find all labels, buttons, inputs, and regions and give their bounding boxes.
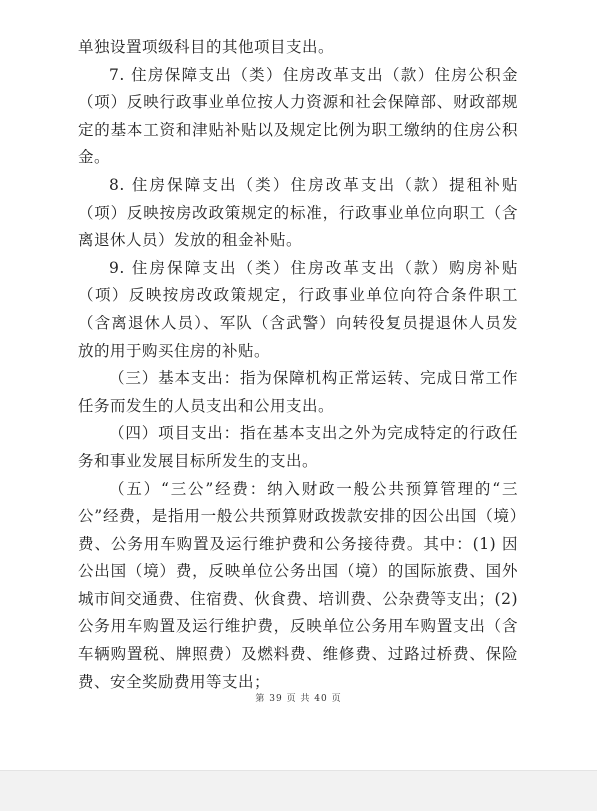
paragraph-basic-expenditure: （三）基本支出：指为保障机构正常运转、完成日常工作任务而发生的人员支出和公用支出。	[78, 369, 518, 415]
document-body	[78, 34, 518, 696]
paragraph-item-8: 8. 住房保障支出（类）住房改革支出（款）提租补贴（项）反映按房改政策规定的标准，行政事业单位向职工（含离退休人员）发放的租金补贴。	[78, 175, 518, 250]
paragraph-project-expenditure: （四）项目支出：指在基本支出之外为完成特定的行政任务和事业发展目标所发生的支出。	[78, 424, 518, 470]
paragraph-three-public-funds: （五）“三公”经费：纳入财政一般公共预算管理的“三公”经费，是指用一般公共预算财政拨款安排的因公出国（境）费、公务用车购置及运行维护费和公务接待费。其中：(1) 因公出国（境）费，反映单位公务出国（境）的国际旅费、国外城市间交通费、住宿费、伙食费、培训费、公杂费等支出；(2) 公务用车购置及运行维护费，反映单位公务用车购置支出（含车辆购置税、牌照费）及燃料费、维修费、过路过桥费、保险费、安全奖励费用等支出；	[78, 479, 518, 691]
page-number-footer: 第 39 页 共 40 页	[255, 694, 342, 704]
viewer-bottom-strip	[0, 770, 597, 811]
paragraph-continuation: 单独设置项级科目的其他项目支出。	[78, 38, 335, 56]
paragraph-item-9: 9. 住房保障支出（类）住房改革支出（款）购房补贴（项）反映按房改政策规定，行政事业单位向符合条件职工（含离退休人员）、军队（含武警）向转役复员提退休人员发放的用于购买住房的补贴。	[78, 258, 518, 360]
paragraph-item-7: 7. 住房保障支出（类）住房改革支出（款）住房公积金（项）反映行政事业单位按人力资源和社会保障部、财政部规定的基本工资和津贴补贴以及规定比例为职工缴纳的住房公积金。	[78, 65, 518, 167]
